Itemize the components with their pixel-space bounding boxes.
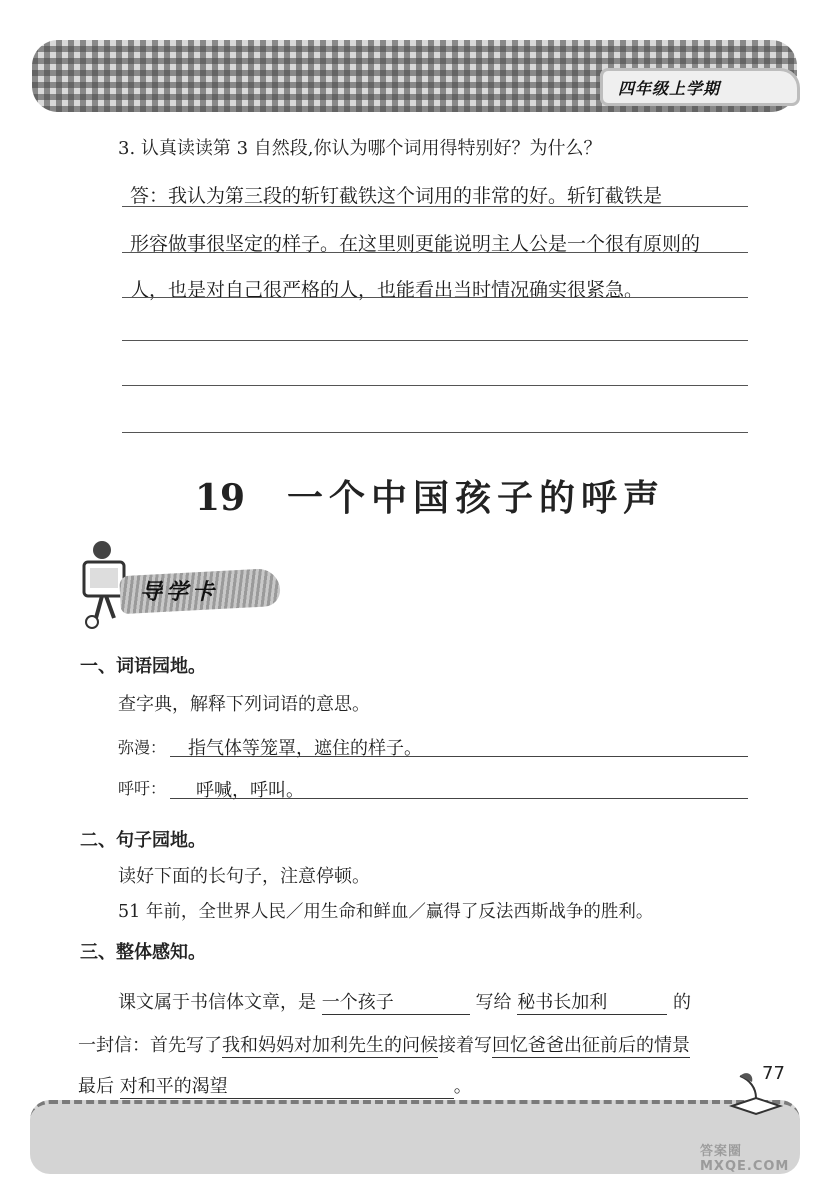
- blank-writer: 一个孩子: [322, 988, 470, 1015]
- term-1-answer: 指气体等笼罩，遮住的样子。: [188, 738, 422, 759]
- blank-finally: 对和平的渴望: [120, 1072, 454, 1099]
- writing-line: [122, 340, 748, 341]
- section-3-heading: 三、整体感知。: [80, 942, 206, 963]
- summary-text: 接着写: [438, 1035, 492, 1056]
- writing-line: [122, 297, 748, 298]
- writing-line: [122, 206, 748, 207]
- summary-text: 一封信：首先写了: [78, 1035, 222, 1056]
- summary-text: 写给: [475, 992, 512, 1013]
- lesson-heading: [150, 470, 710, 521]
- writing-line: [122, 252, 748, 253]
- lesson-number: 19: [194, 477, 246, 519]
- section-1-heading: 一、词语园地。: [80, 656, 206, 677]
- summary-text: 课文属于书信体文章，是: [118, 992, 316, 1013]
- footer-band: [30, 1100, 800, 1174]
- section-2-instruction: 读好下面的长句子，注意停顿。: [118, 866, 370, 887]
- section-1-instruction: 查字典，解释下列词语的意思。: [118, 694, 370, 715]
- answer-line-2: 形容做事很坚定的样子。在这里则更能说明主人公是一个很有原则的: [130, 233, 701, 255]
- grade-label: 四年级上学期: [618, 79, 721, 98]
- summary-line-3: [78, 1072, 472, 1099]
- answer-line-3: 人，也是对自己很严格的人，也能看出当时情况确实很紧急。: [130, 279, 644, 301]
- fill-line: [170, 798, 748, 799]
- blank-then: 回忆爸爸出征前后的情景: [492, 1031, 690, 1058]
- answer-line-1: 答：我认为第三段的斩钉截铁这个词用的非常的好。斩钉截铁是: [130, 185, 663, 207]
- page-number: 77: [762, 1063, 785, 1084]
- lesson-title: 一个中国孩子的呼声: [287, 478, 666, 519]
- term-1: 弥漫：: [118, 738, 167, 757]
- fill-line: [170, 756, 748, 757]
- blank-recipient: 秘书长加利: [517, 988, 667, 1015]
- guide-badge-label: 导学卡: [140, 580, 219, 605]
- summary-text: 最后: [78, 1076, 114, 1097]
- question-3-prompt: 3. 认真读读第 3 自然段,你认为哪个词用得特别好？为什么？: [118, 138, 602, 159]
- summary-text: 的: [672, 992, 691, 1013]
- summary-line-2: [78, 1031, 690, 1058]
- section-2-heading: 二、句子园地。: [80, 830, 206, 851]
- writing-line: [122, 385, 748, 386]
- term-2: 呼吁：: [118, 779, 167, 798]
- watermark: 答案圈 MXQE.COM: [700, 1144, 790, 1174]
- term-2-answer: 呼喊，呼叫。: [196, 780, 304, 801]
- summary-line-1: [118, 988, 691, 1015]
- writing-line: [122, 432, 748, 433]
- blank-first: 我和妈妈对加利先生的问候: [222, 1031, 438, 1058]
- long-sentence: 51 年前，全世界人民／用生命和鲜血／赢得了反法西斯战争的胜利。: [118, 902, 654, 922]
- summary-text: 。: [453, 1076, 472, 1097]
